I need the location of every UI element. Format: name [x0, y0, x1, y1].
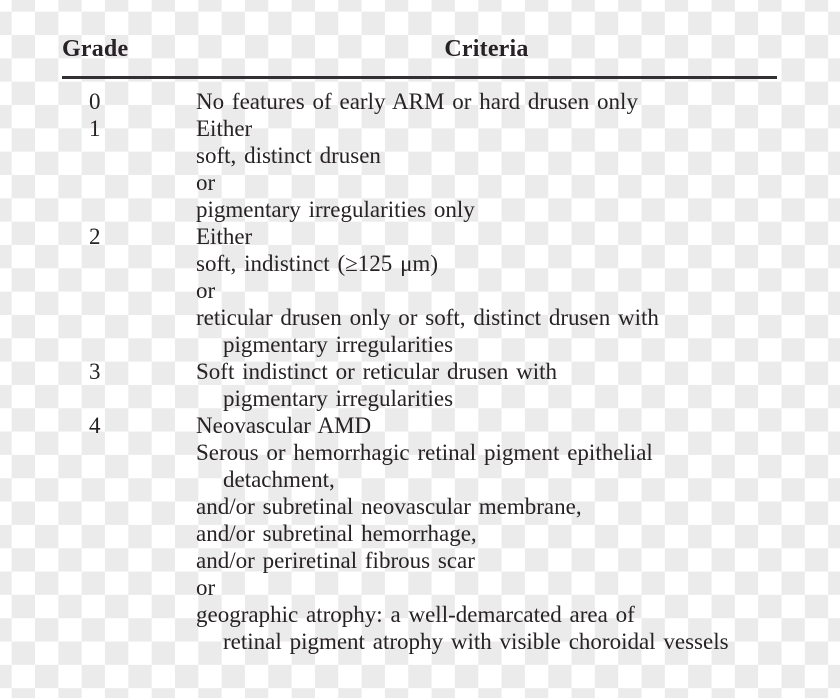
- criteria-line: geographic atrophy: a well-demarcated area of: [196, 602, 635, 627]
- header-rule: [62, 76, 777, 79]
- column-header-grade: Grade: [62, 36, 129, 62]
- criteria-line: or: [196, 278, 216, 303]
- grade-cell: 0: [89, 89, 101, 114]
- column-header-criteria: Criteria: [444, 36, 529, 62]
- criteria-line: Either: [196, 224, 253, 249]
- criteria-line: pigmentary irregularities only: [196, 197, 475, 222]
- criteria-line: Neovascular AMD: [196, 413, 372, 438]
- criteria-cell: [196, 88, 777, 115]
- criteria-line: No features of early ARM or hard drusen only: [196, 89, 638, 114]
- table-row: [62, 88, 777, 115]
- criteria-line: soft, indistinct (≥125 μm): [196, 251, 438, 276]
- criteria-line: pigmentary irregularities: [223, 332, 454, 357]
- criteria-line: or: [196, 575, 216, 600]
- table-row: [62, 358, 777, 412]
- criteria-line: soft, distinct drusen: [196, 143, 381, 168]
- criteria-line: Either: [196, 116, 253, 141]
- criteria-cell: [196, 223, 777, 358]
- criteria-line: retinal pigment atrophy with visible choroidal vessels: [223, 629, 729, 654]
- criteria-line: and/or subretinal hemorrhage,: [196, 521, 477, 546]
- criteria-cell: [196, 358, 777, 412]
- criteria-line: detachment,: [223, 467, 335, 492]
- criteria-line: Soft indistinct or reticular drusen with: [196, 359, 558, 384]
- criteria-line: or: [196, 170, 216, 195]
- criteria-cell: [196, 412, 777, 655]
- grade-cell: 1: [89, 116, 101, 141]
- criteria-line: and/or periretinal fibrous scar: [196, 548, 475, 573]
- table-row: [62, 412, 777, 655]
- grade-cell: 4: [89, 413, 101, 438]
- table-body: [62, 88, 777, 655]
- grade-cell: 2: [89, 224, 101, 249]
- criteria-line: reticular drusen only or soft, distinct drusen with: [196, 305, 659, 330]
- table-row: [62, 223, 777, 358]
- criteria-cell: [196, 115, 777, 223]
- criteria-line: and/or subretinal neovascular membrane,: [196, 494, 582, 519]
- criteria-line: pigmentary irregularities: [223, 386, 454, 411]
- criteria-line: Serous or hemorrhagic retinal pigment epithelial: [196, 440, 653, 465]
- table-row: [62, 115, 777, 223]
- grade-cell: 3: [89, 359, 101, 384]
